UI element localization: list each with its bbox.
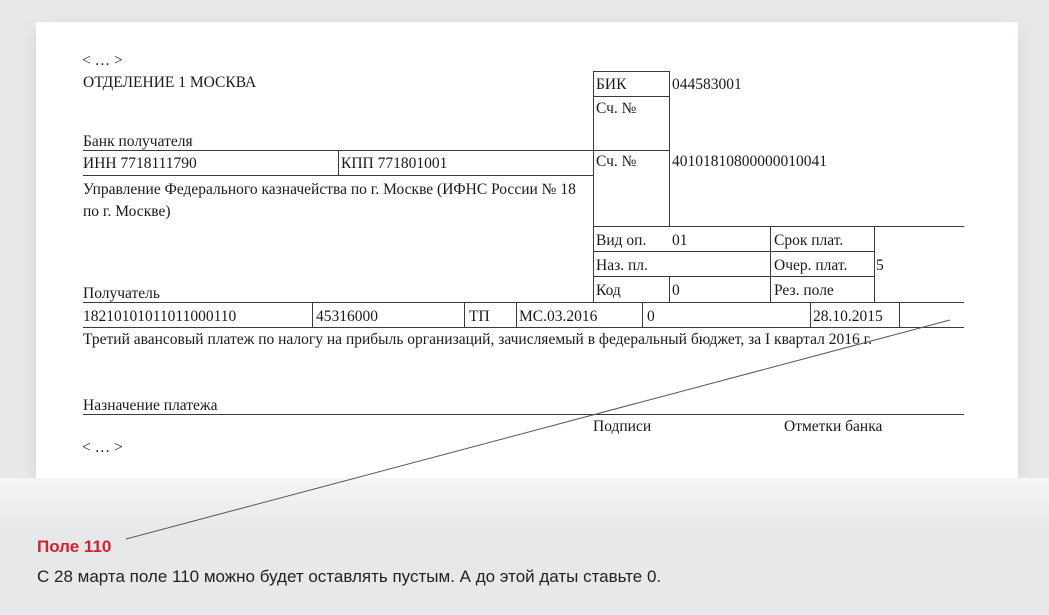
ellipsis-bottom: < … > — [82, 439, 123, 456]
srok-label: Срок плат. — [774, 232, 844, 249]
bank-marks-label: Отметки банка — [784, 418, 883, 435]
note-text: С 28 марта поле 110 можно будет оставлять пустым. А до этой даты ставьте 0. — [37, 567, 662, 586]
ocher-label: Очер. плат. — [774, 257, 848, 274]
doc-date-field: 28.10.2015 — [813, 308, 883, 325]
purpose-label: Назначение платежа — [83, 397, 218, 414]
ocher-value: 5 — [876, 257, 884, 274]
kpp-field: КПП 771801001 — [341, 155, 448, 172]
note-title: Поле 110 — [37, 537, 112, 556]
naz-pl-label: Наз. пл. — [596, 257, 648, 274]
recipient-label: Получатель — [83, 285, 160, 302]
recipient-name: Управление Федерального казначейства по г. Москве (ИФНС России № 18 по г. Москве) — [83, 181, 576, 220]
oktmo-field: 45316000 — [316, 308, 378, 325]
kbk-field: 18210101011011000110 — [83, 308, 237, 325]
vid-op-value: 01 — [672, 232, 688, 249]
bank-label: Банк получателя — [83, 133, 193, 150]
inn-field: ИНН 7718111790 — [83, 155, 197, 172]
ellipsis-top: < … > — [82, 52, 123, 69]
bik-value: 044583001 — [672, 76, 742, 93]
recipient-account-label: Сч. № — [596, 153, 637, 170]
kod-label: Код — [596, 282, 621, 299]
bank-account-label: Сч. № — [596, 100, 637, 117]
vid-op-label: Вид оп. — [596, 232, 647, 249]
rez-label: Рез. поле — [774, 282, 834, 299]
doc-number-field: 0 — [647, 308, 655, 325]
recipient-account-value: 40101810800000010041 — [672, 153, 827, 170]
kod-value: 0 — [672, 282, 680, 299]
basis-field: ТП — [469, 308, 490, 325]
bank-name: ОТДЕЛЕНИЕ 1 МОСКВА — [83, 74, 257, 91]
period-field: МС.03.2016 — [519, 308, 598, 325]
signatures-label: Подписи — [593, 418, 652, 435]
bik-label: БИК — [596, 76, 627, 93]
payment-purpose: Третий авансовый платеж по налогу на прибыль организаций, зачисляемый в федеральный бюджет, за I квартал 2016 г. — [83, 331, 873, 348]
